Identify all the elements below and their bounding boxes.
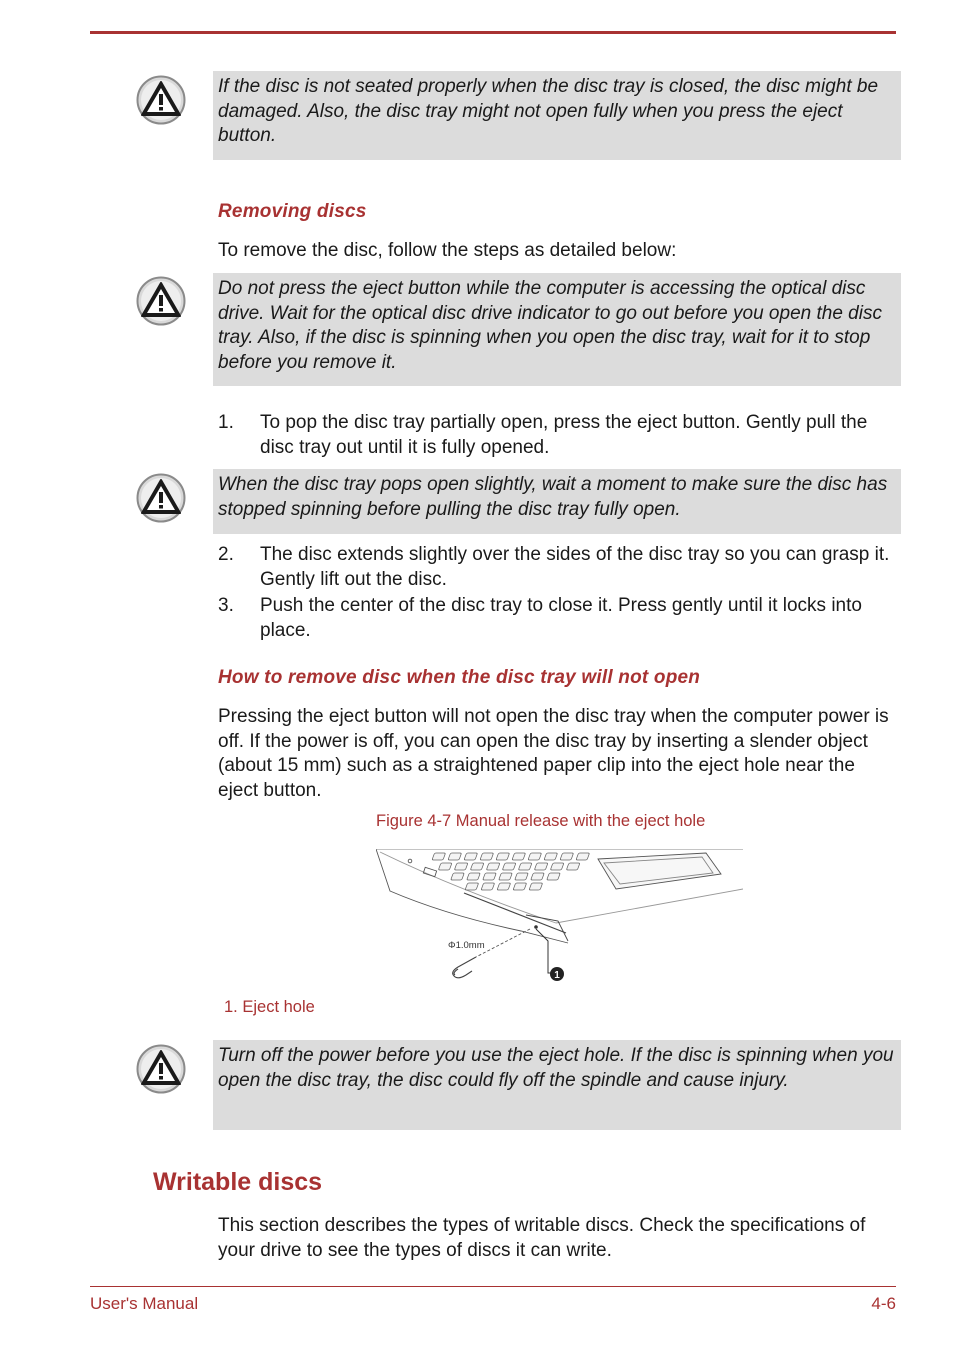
caution-note: If the disc is not seated properly when the disc tray is closed, the disc might be damaged. Also, the disc tray might not open fully when you press the eject button. (213, 71, 901, 160)
footer-title: User's Manual (90, 1294, 199, 1313)
step-number: 2. (218, 544, 234, 565)
step-number: 3. (218, 595, 234, 616)
step-number: 1. (218, 412, 234, 433)
no-open-paragraph: Pressing the eject button will not open the disc tray when the computer power is off. If the power is off, you can open the disc tray by inserting a slender object (about 15 mm) such as a straightened paper clip into the eject hole near the eject button. (218, 706, 889, 801)
callout-number: 1 (554, 970, 560, 981)
section-heading-writable-discs: Writable discs (153, 1168, 323, 1196)
caution-icon (136, 473, 186, 523)
dimension-label: Φ1.0mm (448, 940, 485, 951)
caution-icon (136, 75, 186, 125)
step-text: To pop the disc tray partially open, press the eject button. Gently pull the disc tray out until it is fully opened. (260, 412, 868, 458)
figure-legend: 1. Eject hole (224, 998, 315, 1016)
caution-note: Do not press the eject button while the computer is accessing the optical disc drive. Wait for the optical disc drive indicator to go out before you open the disc tray. Also, if the disc is spinning when you open the disc tray, wait for it to stop before you remove it. (213, 273, 901, 386)
paper-clip (453, 957, 476, 978)
step-text: The disc extends slightly over the sides of the disc tray so you can grasp it. Gently lift out the disc. (260, 544, 890, 590)
caution-note: Turn off the power before you use the eject hole. If the disc is spinning when you open the disc tray, the disc could fly off the spindle and cause injury. (213, 1040, 901, 1130)
removing-intro: To remove the disc, follow the steps as detailed below: (218, 240, 677, 261)
page-number: 4-6 (871, 1294, 896, 1313)
caution-icon (136, 276, 186, 326)
caution-note: When the disc tray pops open slightly, wait a moment to make sure the disc has stopped spinning before pulling the disc tray fully open. (213, 469, 901, 534)
caution-icon (136, 1044, 186, 1094)
figure-caption: Figure 4-7 Manual release with the eject hole (376, 812, 706, 830)
step-item (218, 594, 898, 643)
keyboard-keys (432, 853, 590, 890)
footer-rule (90, 1286, 896, 1287)
step-item (218, 543, 898, 592)
eject-hole (534, 925, 538, 929)
step-text: Push the center of the disc tray to close it. Press gently until it locks into place. (260, 595, 862, 641)
writable-paragraph: This section describes the types of writable discs. Check the specifications of your drive to see the types of discs it can write. (218, 1215, 866, 1261)
section-heading-removing-discs: Removing discs (218, 201, 367, 222)
laptop-eject-illustration (376, 849, 743, 984)
header-rule (90, 31, 896, 34)
section-heading-tray-will-not-open: How to remove disc when the disc tray will not open (218, 667, 701, 688)
step-item (218, 411, 898, 460)
